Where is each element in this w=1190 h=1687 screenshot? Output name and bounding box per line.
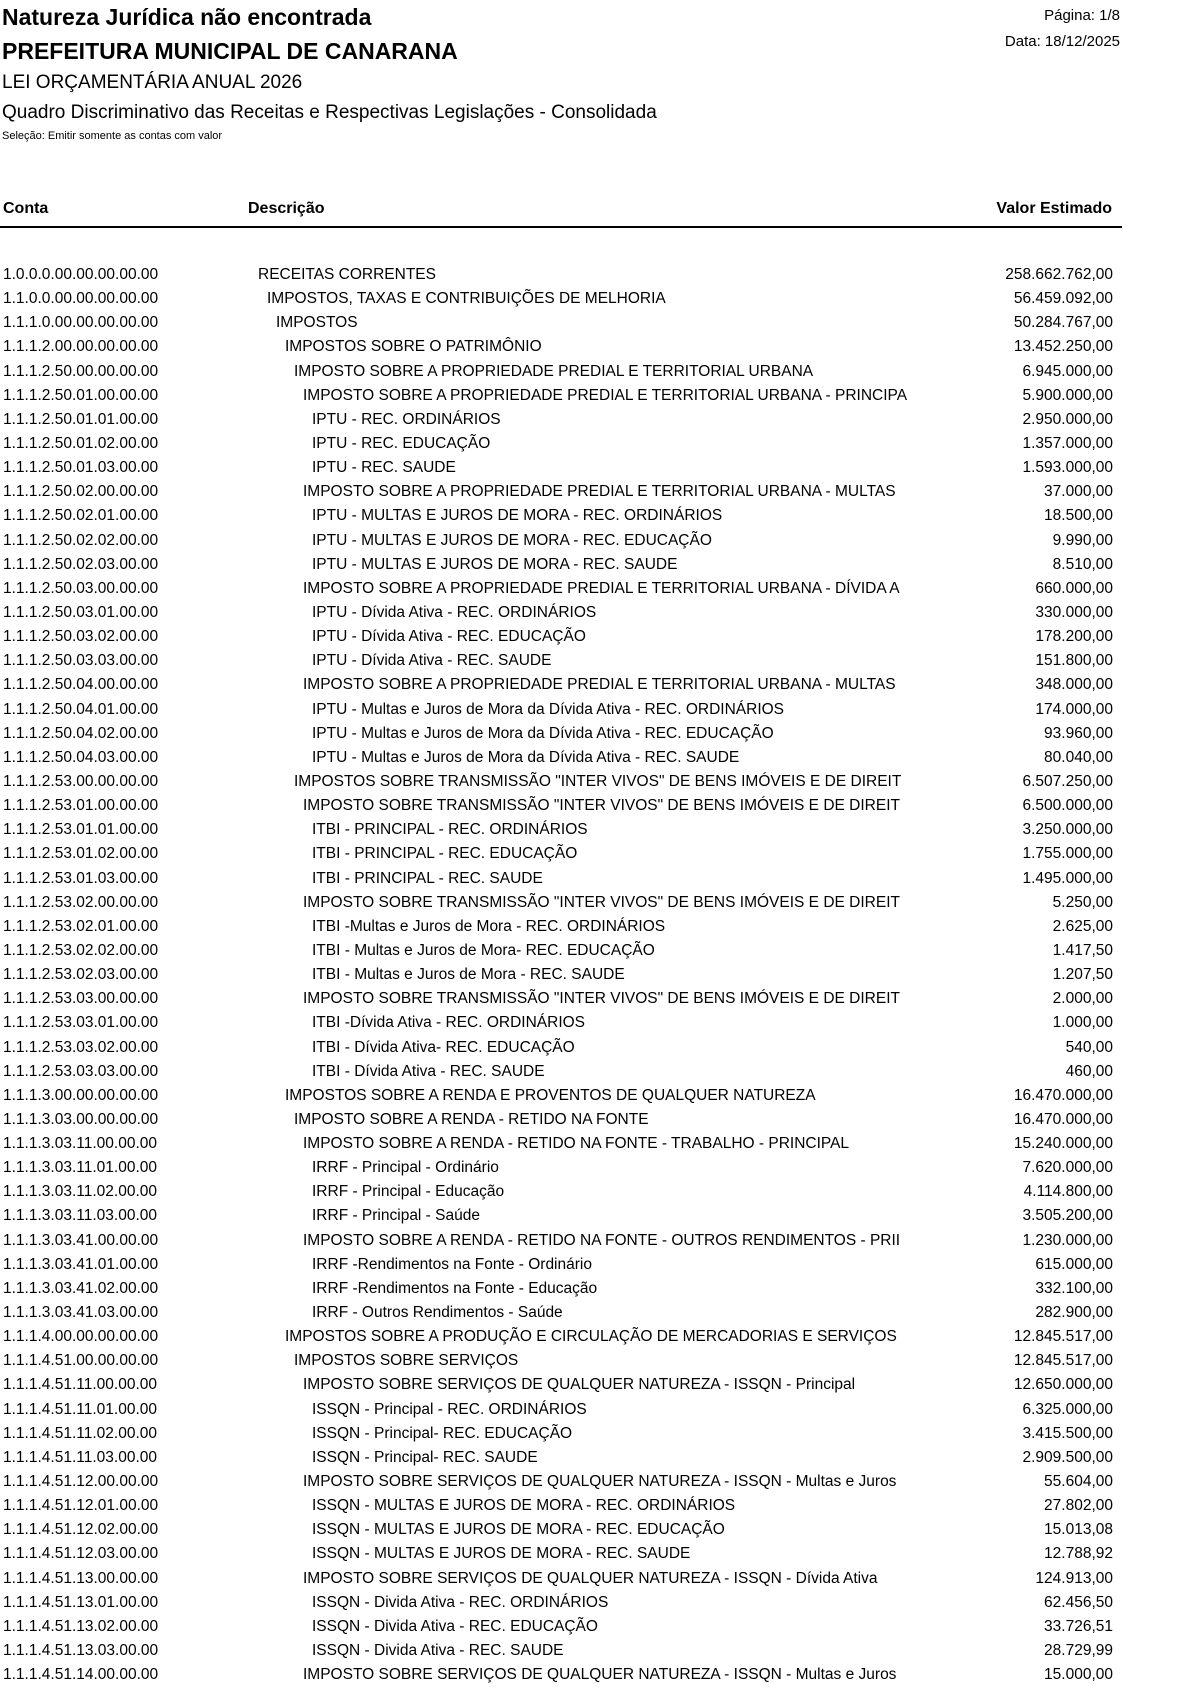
account-description: IPTU - REC. EDUCAÇÃO — [312, 434, 491, 452]
account-description: IMPOSTO SOBRE A PROPRIEDADE PREDIAL E TERRITORIAL URBANA - PRINCIPA — [303, 386, 908, 404]
account-description: ITBI - PRINCIPAL - REC. EDUCAÇÃO — [312, 845, 578, 863]
estimated-value: 540,00 — [1065, 1038, 1113, 1056]
estimated-value: 6.507.250,00 — [1022, 772, 1113, 790]
table-row — [0, 456, 1122, 480]
account-code: 1.1.1.2.50.04.03.00.00 — [3, 748, 159, 766]
account-description: IMPOSTO SOBRE TRANSMISSÃO "INTER VIVOS" DE BENS IMÓVEIS E DE DIREIT — [303, 990, 900, 1008]
estimated-value: 6.325.000,00 — [1022, 1400, 1113, 1418]
estimated-value: 8.510,00 — [1052, 555, 1113, 573]
estimated-value: 1.495.000,00 — [1022, 869, 1113, 887]
estimated-value: 348.000,00 — [1035, 676, 1113, 694]
account-description: IMPOSTO SOBRE A RENDA - RETIDO NA FONTE - OUTROS RENDIMENTOS - PRII — [303, 1231, 901, 1249]
account-description: IRRF - Principal - Educação — [312, 1183, 505, 1201]
report-title-municipality: PREFEITURA MUNICIPAL DE CANARANA — [2, 38, 458, 64]
estimated-value: 5.250,00 — [1052, 893, 1113, 911]
table-row — [0, 263, 1122, 287]
table-row — [0, 529, 1122, 553]
account-description: IMPOSTOS SOBRE A RENDA E PROVENTOS DE QUALQUER NATUREZA — [285, 1086, 816, 1104]
table-row — [0, 1639, 1122, 1663]
column-header-valor: Valor Estimado — [996, 200, 1112, 217]
table-body — [0, 263, 1122, 1687]
table-row — [0, 1060, 1122, 1084]
account-code: 1.1.1.2.50.02.01.00.00 — [3, 507, 159, 525]
estimated-value: 3.505.200,00 — [1022, 1207, 1113, 1225]
table-row — [0, 408, 1122, 432]
estimated-value: 15.240.000,00 — [1013, 1135, 1113, 1153]
table-row — [0, 1180, 1122, 1204]
table-row — [0, 577, 1122, 601]
table-row — [0, 1229, 1122, 1253]
estimated-value: 1.417,50 — [1052, 941, 1113, 959]
account-description: IMPOSTOS, TAXAS E CONTRIBUIÇÕES DE MELHORIA — [267, 290, 666, 308]
account-description: ISSQN - MULTAS E JUROS DE MORA - REC. ORDINÁRIOS — [312, 1497, 736, 1515]
account-code: 1.1.1.2.53.02.02.00.00 — [3, 941, 159, 959]
account-description: ISSQN - Divida Ativa - REC. ORDINÁRIOS — [312, 1593, 609, 1611]
account-description: IPTU - Dívida Ativa - REC. ORDINÁRIOS — [312, 603, 597, 621]
estimated-value: 282.900,00 — [1035, 1304, 1113, 1322]
estimated-value: 124.913,00 — [1035, 1569, 1113, 1587]
table-row — [0, 1591, 1122, 1615]
account-code: 1.1.1.4.51.00.00.00.00 — [3, 1352, 159, 1370]
estimated-value: 330.000,00 — [1035, 603, 1113, 621]
table-header — [0, 196, 1122, 228]
account-code: 1.1.0.0.00.00.00.00.00 — [3, 290, 159, 308]
table-row — [0, 335, 1122, 359]
account-code: 1.1.1.4.51.11.02.00.00 — [3, 1424, 157, 1442]
table-row — [0, 987, 1122, 1011]
account-description: ITBI - Dívida Ativa- REC. EDUCAÇÃO — [312, 1038, 575, 1056]
estimated-value: 2.000,00 — [1052, 990, 1113, 1008]
account-code: 1.1.1.2.53.00.00.00.00 — [3, 772, 159, 790]
table-row — [0, 1567, 1122, 1591]
account-description: IRRF - Principal - Saúde — [312, 1207, 480, 1225]
account-description: IMPOSTOS SOBRE A PRODUÇÃO E CIRCULAÇÃO DE MERCADORIAS E SERVIÇOS — [285, 1328, 897, 1346]
account-code: 1.1.1.3.00.00.00.00.00 — [3, 1086, 159, 1104]
table-row — [0, 1470, 1122, 1494]
table-row — [0, 939, 1122, 963]
estimated-value: 1.755.000,00 — [1022, 845, 1113, 863]
table-row — [0, 770, 1122, 794]
account-code: 1.1.1.3.03.00.00.00.00 — [3, 1110, 159, 1128]
table-row — [0, 384, 1122, 408]
account-code: 1.1.1.4.51.12.02.00.00 — [3, 1521, 159, 1539]
estimated-value: 37.000,00 — [1044, 483, 1113, 501]
account-description: IPTU - MULTAS E JUROS DE MORA - REC. ORDINÁRIOS — [312, 507, 723, 525]
table-row — [0, 311, 1122, 335]
account-code: 1.1.1.2.53.02.01.00.00 — [3, 917, 159, 935]
account-code: 1.1.1.3.03.11.02.00.00 — [3, 1183, 157, 1201]
table-row — [0, 432, 1122, 456]
estimated-value: 258.662.762,00 — [1005, 266, 1113, 283]
estimated-value: 33.726,51 — [1044, 1617, 1113, 1635]
account-description: ITBI -Multas e Juros de Mora - REC. ORDINÁRIOS — [312, 917, 666, 935]
table-row — [0, 1132, 1122, 1156]
table-row — [0, 867, 1122, 891]
account-description: IRRF - Principal - Ordinário — [312, 1159, 499, 1177]
table-row — [0, 601, 1122, 625]
account-description: IPTU - Multas e Juros de Mora da Dívida Ativa - REC. ORDINÁRIOS — [312, 700, 785, 718]
account-description: IPTU - REC. SAUDE — [312, 459, 456, 477]
account-code: 1.1.1.4.51.13.02.00.00 — [3, 1617, 159, 1635]
account-code: 1.1.1.2.53.01.00.00.00 — [3, 797, 159, 815]
estimated-value: 3.415.500,00 — [1022, 1424, 1113, 1442]
table-row — [0, 1446, 1122, 1470]
account-code: 1.0.0.0.00.00.00.00.00 — [3, 266, 159, 283]
estimated-value: 3.250.000,00 — [1022, 821, 1113, 839]
account-code: 1.1.1.2.50.01.03.00.00 — [3, 459, 159, 477]
estimated-value: 2.909.500,00 — [1022, 1448, 1113, 1466]
account-description: IMPOSTO SOBRE TRANSMISSÃO "INTER VIVOS" DE BENS IMÓVEIS E DE DIREIT — [303, 797, 900, 815]
account-code: 1.1.1.4.51.11.01.00.00 — [3, 1400, 157, 1418]
account-code: 1.1.1.2.53.02.03.00.00 — [3, 966, 159, 984]
account-description: IPTU - MULTAS E JUROS DE MORA - REC. EDUCAÇÃO — [312, 531, 712, 549]
account-code: 1.1.1.2.50.01.01.00.00 — [3, 410, 159, 428]
estimated-value: 28.729,99 — [1044, 1642, 1113, 1660]
estimated-value: 151.800,00 — [1035, 652, 1113, 670]
account-description: IMPOSTO SOBRE SERVIÇOS DE QUALQUER NATUREZA - ISSQN - Multas e Juros — [303, 1473, 897, 1491]
account-description: IPTU - Dívida Ativa - REC. SAUDE — [312, 652, 552, 670]
account-description: ISSQN - Principal - REC. ORDINÁRIOS — [312, 1400, 587, 1418]
account-description: ISSQN - Principal- REC. SAUDE — [312, 1448, 538, 1466]
account-description: IMPOSTO SOBRE TRANSMISSÃO "INTER VIVOS" DE BENS IMÓVEIS E DE DIREIT — [303, 893, 900, 911]
table-row — [0, 1615, 1122, 1639]
report-title-law: LEI ORÇAMENTÁRIA ANUAL 2026 — [2, 72, 303, 93]
account-description: ISSQN - Divida Ativa - REC. SAUDE — [312, 1642, 564, 1660]
table-row — [0, 1542, 1122, 1566]
estimated-value: 660.000,00 — [1035, 579, 1113, 597]
account-code: 1.1.1.2.53.01.02.00.00 — [3, 845, 159, 863]
table-row — [0, 1301, 1122, 1325]
estimated-value: 50.284.767,00 — [1013, 314, 1113, 332]
account-description: IRRF -Rendimentos na Fonte - Educação — [312, 1279, 598, 1297]
estimated-value: 15.000,00 — [1044, 1666, 1113, 1684]
table-row — [0, 649, 1122, 673]
account-code: 1.1.1.2.50.02.00.00.00 — [3, 483, 159, 501]
account-code: 1.1.1.4.51.11.03.00.00 — [3, 1448, 157, 1466]
table-row — [0, 1494, 1122, 1518]
table-row — [0, 1036, 1122, 1060]
account-description: IMPOSTOS SOBRE TRANSMISSÃO "INTER VIVOS" DE BENS IMÓVEIS E DE DIREIT — [294, 772, 902, 790]
account-code: 1.1.1.2.50.03.00.00.00 — [3, 579, 159, 597]
estimated-value: 2.625,00 — [1052, 917, 1113, 935]
estimated-value: 7.620.000,00 — [1022, 1159, 1113, 1177]
table-row — [0, 1373, 1122, 1397]
estimated-value: 2.950.000,00 — [1022, 410, 1113, 428]
account-description: IMPOSTO SOBRE SERVIÇOS DE QUALQUER NATUREZA - ISSQN - Principal — [303, 1376, 856, 1394]
account-code: 1.1.1.3.03.11.03.00.00 — [3, 1207, 157, 1225]
account-code: 1.1.1.2.50.04.00.00.00 — [3, 676, 159, 694]
account-code: 1.1.1.2.53.01.03.00.00 — [3, 869, 159, 887]
estimated-value: 4.114.800,00 — [1023, 1183, 1113, 1201]
account-description: IMPOSTO SOBRE A RENDA - RETIDO NA FONTE — [294, 1110, 649, 1128]
account-code: 1.1.1.3.03.11.01.00.00 — [3, 1159, 157, 1177]
table-row — [0, 1518, 1122, 1542]
estimated-value: 6.500.000,00 — [1022, 797, 1113, 815]
account-description: ITBI - Dívida Ativa - REC. SAUDE — [312, 1062, 545, 1080]
estimated-value: 56.459.092,00 — [1013, 290, 1113, 308]
estimated-value: 6.945.000,00 — [1022, 362, 1113, 380]
table-row — [0, 287, 1122, 311]
account-code: 1.1.1.2.53.01.01.00.00 — [3, 821, 159, 839]
account-code: 1.1.1.3.03.41.01.00.00 — [3, 1255, 159, 1273]
estimated-value: 9.990,00 — [1052, 531, 1113, 549]
account-code: 1.1.1.3.03.41.02.00.00 — [3, 1279, 159, 1297]
estimated-value: 174.000,00 — [1035, 700, 1113, 718]
table-row — [0, 1349, 1122, 1373]
table-row — [0, 480, 1122, 504]
estimated-value: 615.000,00 — [1035, 1255, 1113, 1273]
estimated-value: 460,00 — [1065, 1062, 1113, 1080]
account-description: IMPOSTO SOBRE A PROPRIEDADE PREDIAL E TERRITORIAL URBANA - MULTAS — [303, 676, 896, 694]
account-code: 1.1.1.4.51.13.00.00.00 — [3, 1569, 159, 1587]
table-row — [0, 818, 1122, 842]
account-description: IPTU - Multas e Juros de Mora da Dívida Ativa - REC. SAUDE — [312, 748, 740, 766]
table-row — [0, 625, 1122, 649]
account-description: IMPOSTOS — [276, 314, 358, 332]
account-description: IMPOSTOS SOBRE O PATRIMÔNIO — [285, 338, 542, 356]
account-code: 1.1.1.4.51.11.00.00.00 — [3, 1376, 157, 1394]
account-description: IMPOSTO SOBRE A PROPRIEDADE PREDIAL E TERRITORIAL URBANA - MULTAS — [303, 483, 896, 501]
account-code: 1.1.1.4.51.14.00.00.00 — [3, 1666, 159, 1684]
account-code: 1.1.1.4.51.12.03.00.00 — [3, 1545, 159, 1563]
estimated-value: 1.593.000,00 — [1022, 459, 1113, 477]
account-description: IMPOSTO SOBRE A PROPRIEDADE PREDIAL E TERRITORIAL URBANA - DÍVIDA A — [303, 579, 900, 597]
table-row — [0, 842, 1122, 866]
page-number: Página: 1/8 — [1044, 7, 1120, 24]
estimated-value: 332.100,00 — [1035, 1279, 1113, 1297]
table-row — [0, 794, 1122, 818]
table-row — [0, 673, 1122, 697]
account-code: 1.1.1.2.50.02.02.00.00 — [3, 531, 159, 549]
account-description: IPTU - MULTAS E JUROS DE MORA - REC. SAUDE — [312, 555, 678, 573]
estimated-value: 5.900.000,00 — [1022, 386, 1113, 404]
account-description: ITBI - PRINCIPAL - REC. SAUDE — [312, 869, 543, 887]
account-description: IRRF - Outros Rendimentos - Saúde — [312, 1304, 563, 1322]
account-code: 1.1.1.2.53.03.03.00.00 — [3, 1062, 159, 1080]
column-header-descricao: Descrição — [248, 200, 325, 217]
estimated-value: 12.650.000,00 — [1013, 1376, 1113, 1394]
estimated-value: 55.604,00 — [1044, 1473, 1113, 1491]
table-row — [0, 1325, 1122, 1349]
account-code: 1.1.1.2.50.04.02.00.00 — [3, 724, 159, 742]
account-description: RECEITAS CORRENTES — [258, 266, 436, 283]
estimated-value: 1.000,00 — [1052, 1014, 1113, 1032]
account-code: 1.1.1.2.50.03.01.00.00 — [3, 603, 159, 621]
table-row — [0, 1011, 1122, 1035]
table-row — [0, 722, 1122, 746]
estimated-value: 12.845.517,00 — [1013, 1328, 1113, 1346]
account-code: 1.1.1.4.51.13.03.00.00 — [3, 1642, 159, 1660]
account-description: IMPOSTO SOBRE SERVIÇOS DE QUALQUER NATUREZA - ISSQN - Dívida Ativa — [303, 1569, 878, 1587]
estimated-value: 62.456,50 — [1044, 1593, 1113, 1611]
account-description: IMPOSTO SOBRE A PROPRIEDADE PREDIAL E TERRITORIAL URBANA — [294, 362, 814, 380]
table-row — [0, 1253, 1122, 1277]
table-row — [0, 915, 1122, 939]
account-code: 1.1.1.2.53.03.01.00.00 — [3, 1014, 159, 1032]
account-code: 1.1.1.2.50.01.02.00.00 — [3, 434, 159, 452]
estimated-value: 27.802,00 — [1044, 1497, 1113, 1515]
account-code: 1.1.1.4.51.12.00.00.00 — [3, 1473, 159, 1491]
estimated-value: 16.470.000,00 — [1013, 1086, 1113, 1104]
account-description: IRRF -Rendimentos na Fonte - Ordinário — [312, 1255, 592, 1273]
report-header — [2, 0, 657, 144]
table-row — [0, 891, 1122, 915]
report-date: Data: 18/12/2025 — [1004, 33, 1120, 50]
table-row — [0, 1398, 1122, 1422]
account-description: IPTU - Dívida Ativa - REC. EDUCAÇÃO — [312, 628, 586, 646]
table-row — [0, 698, 1122, 722]
table-row — [0, 963, 1122, 987]
account-description: ITBI -Dívida Ativa - REC. ORDINÁRIOS — [312, 1014, 586, 1032]
report-title-entity: Natureza Jurídica não encontrada — [2, 4, 372, 30]
estimated-value: 1.230.000,00 — [1022, 1231, 1113, 1249]
estimated-value: 1.357.000,00 — [1022, 434, 1113, 452]
account-description: ITBI - Multas e Juros de Mora - REC. SAUDE — [312, 966, 625, 984]
account-description: IPTU - REC. ORDINÁRIOS — [312, 410, 501, 428]
account-code: 1.1.1.4.00.00.00.00.00 — [3, 1328, 159, 1346]
account-code: 1.1.1.2.53.02.00.00.00 — [3, 893, 159, 911]
account-description: ISSQN - Principal- REC. EDUCAÇÃO — [312, 1424, 573, 1442]
table-row — [0, 553, 1122, 577]
account-code: 1.1.1.2.53.03.00.00.00 — [3, 990, 159, 1008]
account-code: 1.1.1.2.50.04.01.00.00 — [3, 700, 159, 718]
report-meta — [1005, 3, 1120, 55]
table-row — [0, 504, 1122, 528]
account-code: 1.1.1.2.50.01.00.00.00 — [3, 386, 159, 404]
estimated-value: 12.845.517,00 — [1013, 1352, 1113, 1370]
table-row — [0, 1663, 1122, 1687]
account-description: IMPOSTO SOBRE SERVIÇOS DE QUALQUER NATUREZA - ISSQN - Multas e Juros — [303, 1666, 897, 1684]
account-code: 1.1.1.4.51.12.01.00.00 — [3, 1497, 159, 1515]
estimated-value: 15.013,08 — [1044, 1521, 1113, 1539]
account-code: 1.1.1.3.03.11.00.00.00 — [3, 1135, 157, 1153]
estimated-value: 80.040,00 — [1044, 748, 1113, 766]
account-code: 1.1.1.2.53.03.02.00.00 — [3, 1038, 159, 1056]
account-description: IMPOSTO SOBRE A RENDA - RETIDO NA FONTE - TRABALHO - PRINCIPAL — [303, 1135, 850, 1153]
table-row — [0, 1156, 1122, 1180]
table-row — [0, 1422, 1122, 1446]
account-code: 1.1.1.0.00.00.00.00.00 — [3, 314, 159, 332]
account-code: 1.1.1.4.51.13.01.00.00 — [3, 1593, 159, 1611]
estimated-value: 12.788,92 — [1044, 1545, 1113, 1563]
account-description: IMPOSTOS SOBRE SERVIÇOS — [294, 1352, 519, 1370]
account-description: ITBI - Multas e Juros de Mora- REC. EDUCAÇÃO — [312, 941, 655, 959]
estimated-value: 93.960,00 — [1044, 724, 1113, 742]
table-row — [0, 1277, 1122, 1301]
account-code: 1.1.1.3.03.41.00.00.00 — [3, 1231, 159, 1249]
table-row — [0, 360, 1122, 384]
estimated-value: 1.207,50 — [1052, 966, 1113, 984]
estimated-value: 18.500,00 — [1044, 507, 1113, 525]
account-code: 1.1.1.3.03.41.03.00.00 — [3, 1304, 159, 1322]
estimated-value: 13.452.250,00 — [1013, 338, 1113, 356]
account-description: ISSQN - Divida Ativa - REC. EDUCAÇÃO — [312, 1617, 598, 1635]
account-code: 1.1.1.2.50.03.03.00.00 — [3, 652, 159, 670]
account-description: ISSQN - MULTAS E JUROS DE MORA - REC. EDUCAÇÃO — [312, 1521, 725, 1539]
account-description: ISSQN - MULTAS E JUROS DE MORA - REC. SAUDE — [312, 1545, 691, 1563]
estimated-value: 178.200,00 — [1035, 628, 1113, 646]
table-row — [0, 1084, 1122, 1108]
account-code: 1.1.1.2.50.00.00.00.00 — [3, 362, 159, 380]
table-row — [0, 1108, 1122, 1132]
account-code: 1.1.1.2.50.03.02.00.00 — [3, 628, 159, 646]
account-description: ITBI - PRINCIPAL - REC. ORDINÁRIOS — [312, 821, 588, 839]
table-row — [0, 746, 1122, 770]
account-code: 1.1.1.2.00.00.00.00.00 — [3, 338, 159, 356]
column-header-conta: Conta — [3, 200, 49, 217]
estimated-value: 16.470.000,00 — [1013, 1110, 1113, 1128]
account-description: IPTU - Multas e Juros de Mora da Dívida Ativa - REC. EDUCAÇÃO — [312, 724, 774, 742]
account-code: 1.1.1.2.50.02.03.00.00 — [3, 555, 159, 573]
report-selection-note: Seleção: Emitir somente as contas com valor — [2, 130, 223, 142]
report-title-description: Quadro Discriminativo das Receitas e Respectivas Legislações - Consolidada — [2, 102, 657, 123]
table-row — [0, 1204, 1122, 1228]
